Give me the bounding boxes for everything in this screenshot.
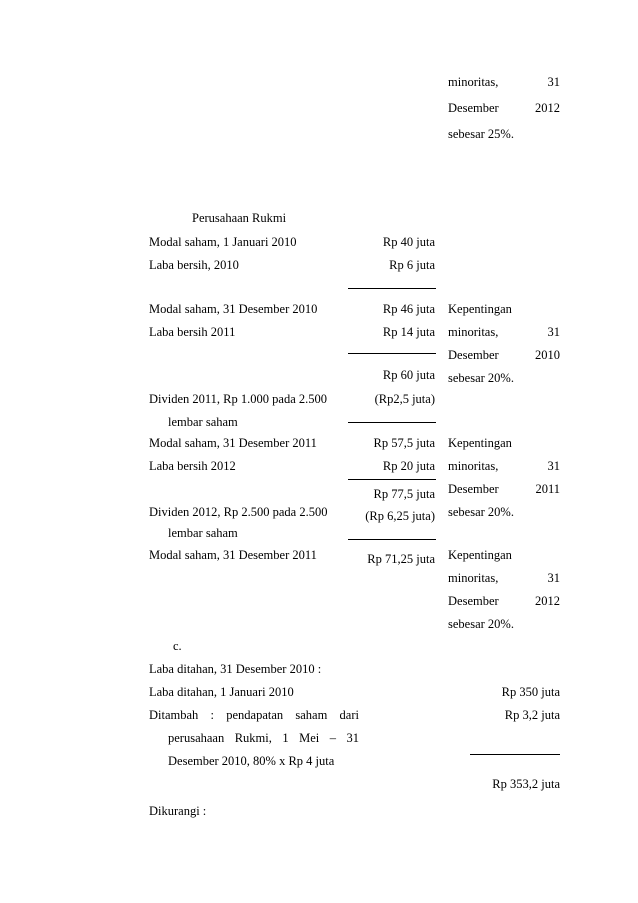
row-amount: Rp 71,25 juta: [367, 552, 435, 566]
row-amount: Rp 20 juta: [382, 459, 435, 473]
row-label: Modal saham, 31 Desember 2011: [149, 436, 317, 450]
row-label: Laba bersih 2012: [149, 459, 236, 473]
note-text: sebesar 20%.: [448, 505, 514, 519]
row-amount: Rp 353,2 juta: [492, 777, 560, 791]
row-amount: Rp 14 juta: [382, 325, 435, 339]
note-text: Desember: [448, 348, 499, 362]
row-amount: (Rp2,5 juta): [374, 392, 435, 406]
note-text: 31: [547, 75, 560, 89]
subtotal-rule: [348, 539, 436, 540]
row-label: perusahaan Rukmi, 1 Mei – 31: [168, 731, 359, 745]
row-label: Dikurangi :: [149, 804, 207, 818]
note-text: sebesar 20%.: [448, 617, 514, 631]
note-text: 2012: [535, 101, 560, 115]
note-text: Desember: [448, 482, 499, 496]
row-label: lembar saham: [168, 526, 238, 540]
row-amount: Rp 350 juta: [501, 685, 560, 699]
note-text: 2012: [535, 594, 560, 608]
row-amount: Rp 40 juta: [382, 235, 435, 249]
row-label: Dividen 2011, Rp 1.000 pada 2.500: [149, 392, 327, 406]
note-text: 31: [547, 571, 560, 585]
note-text: Kepentingan: [448, 548, 512, 562]
row-label: Laba ditahan, 1 Januari 2010: [149, 685, 294, 699]
row-amount: Rp 60 juta: [382, 368, 435, 382]
note-text: sebesar 20%.: [448, 371, 514, 385]
row-label: Modal saham, 31 Desember 2010: [149, 302, 318, 316]
note-text: Desember: [448, 101, 499, 115]
row-amount: Rp 57,5 juta: [373, 436, 435, 450]
row-label: lembar saham: [168, 415, 238, 429]
note-text: 31: [547, 325, 560, 339]
note-text: minoritas,: [448, 75, 499, 89]
row-label: Desember 2010, 80% x Rp 4 juta: [168, 754, 335, 768]
note-text: 2011: [535, 482, 560, 496]
note-text: 2010: [535, 348, 560, 362]
note-text: sebesar 25%.: [448, 127, 514, 141]
subtotal-rule: [348, 422, 436, 423]
note-text: minoritas,: [448, 459, 499, 473]
section-marker: c.: [173, 639, 182, 653]
subtotal-rule: [348, 353, 436, 354]
row-label: Ditambah : pendapatan saham dari: [149, 708, 359, 722]
note-text: Kepentingan: [448, 302, 512, 316]
subtotal-rule: [348, 479, 436, 480]
row-amount: Rp 3,2 juta: [504, 708, 560, 722]
section-heading: Perusahaan Rukmi: [192, 211, 287, 225]
row-amount: Rp 77,5 juta: [373, 487, 435, 501]
note-text: Desember: [448, 594, 499, 608]
row-amount: (Rp 6,25 juta): [365, 509, 435, 523]
row-amount: Rp 46 juta: [382, 302, 435, 316]
row-label: Laba bersih 2011: [149, 325, 236, 339]
row-amount: Rp 6 juta: [389, 258, 435, 272]
row-label: Modal saham, 31 Desember 2011: [149, 548, 317, 562]
note-text: minoritas,: [448, 325, 499, 339]
subtotal-rule: [470, 754, 560, 755]
subtotal-rule: [348, 288, 436, 289]
note-text: minoritas,: [448, 571, 499, 585]
note-text: 31: [547, 459, 560, 473]
row-label: Modal saham, 1 Januari 2010: [149, 235, 297, 249]
row-label: Dividen 2012, Rp 2.500 pada 2.500: [149, 505, 328, 519]
note-text: Kepentingan: [448, 436, 512, 450]
section-title: Laba ditahan, 31 Desember 2010 :: [149, 662, 322, 676]
row-label: Laba bersih, 2010: [149, 258, 239, 272]
